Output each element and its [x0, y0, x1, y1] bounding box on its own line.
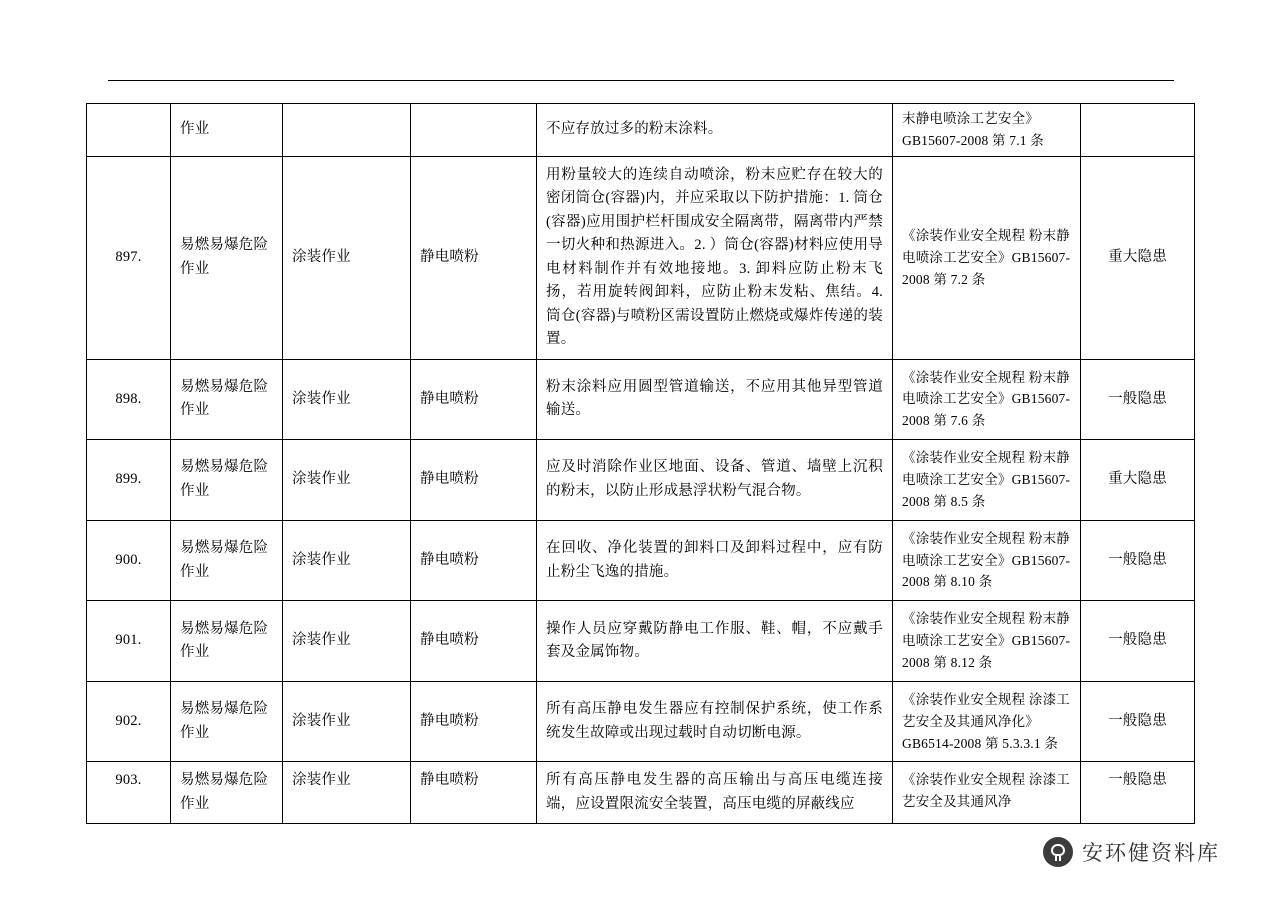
cell-operation: 涂装作业: [283, 601, 411, 682]
cell-reference: 《涂装作业安全规程 粉末静电喷涂工艺安全》GB15607-2008 第 8.10 条: [893, 520, 1081, 601]
table-row: [87, 104, 1195, 157]
header-rule: [108, 80, 1174, 81]
table-row: [87, 440, 1195, 521]
cell-number: 899.: [87, 440, 171, 521]
cell-description: 操作人员应穿戴防静电工作服、鞋、帽，不应戴手套及金属饰物。: [537, 601, 893, 682]
cell-number: 901.: [87, 601, 171, 682]
cell-operation: 涂装作业: [283, 156, 411, 359]
cell-category: 易燃易爆危险作业: [171, 520, 283, 601]
cell-operation: [283, 104, 411, 157]
cell-number: 897.: [87, 156, 171, 359]
table-row: [87, 762, 1195, 824]
cell-number: 903.: [87, 762, 171, 824]
cell-process: 静电喷粉: [411, 156, 537, 359]
cell-description: 用粉量较大的连续自动喷涂，粉末应贮存在较大的密闭筒仓(容器)内，并应采取以下防护措施：1. 筒仓(容器)应用围护栏杆围成安全隔离带，隔离带内严禁一切火种和热源进入。2. ）筒仓(容器)材料应使用导电材料制作并有效地接地。3. 卸料应防止粉末飞扬，若用旋转阀卸料，应防止粉末发粘、焦结。4. 筒仓(容器)与喷粉区需设置防止燃烧或爆炸传递的装置。: [537, 156, 893, 359]
cell-reference: 《涂装作业安全规程 涂漆工艺安全及其通风净化》GB6514-2008 第 5.3.3.1 条: [893, 681, 1081, 762]
cell-operation: 涂装作业: [283, 762, 411, 824]
cell-category: 易燃易爆危险作业: [171, 156, 283, 359]
table-row: [87, 681, 1195, 762]
cell-level: 一般隐患: [1081, 681, 1195, 762]
cell-process: [411, 104, 537, 157]
watermark-label: 安环健资料库: [1082, 842, 1220, 865]
cell-operation: 涂装作业: [283, 359, 411, 440]
cell-process: 静电喷粉: [411, 440, 537, 521]
watermark: [1043, 837, 1220, 867]
cell-operation: 涂装作业: [283, 440, 411, 521]
cell-number: [87, 104, 171, 157]
cell-description: 在回收、净化装置的卸料口及卸料过程中，应有防止粉尘飞逸的措施。: [537, 520, 893, 601]
cell-process: 静电喷粉: [411, 681, 537, 762]
cell-level: 重大隐患: [1081, 156, 1195, 359]
cell-operation: 涂装作业: [283, 520, 411, 601]
cell-number: 900.: [87, 520, 171, 601]
cell-description: 粉末涂料应用圆型管道输送，不应用其他异型管道输送。: [537, 359, 893, 440]
cell-description: 应及时消除作业区地面、设备、管道、墙壁上沉积的粉末，以防止形成悬浮状粉气混合物。: [537, 440, 893, 521]
cell-process: 静电喷粉: [411, 359, 537, 440]
cell-description: 不应存放过多的粉末涂料。: [537, 104, 893, 157]
cell-reference: 末静电喷涂工艺安全》GB15607-2008 第 7.1 条: [893, 104, 1081, 157]
cell-reference: 《涂装作业安全规程 涂漆工艺安全及其通风净: [893, 762, 1081, 824]
cell-number: 898.: [87, 359, 171, 440]
cell-reference: 《涂装作业安全规程 粉末静电喷涂工艺安全》GB15607-2008 第 8.12 条: [893, 601, 1081, 682]
cell-reference: 《涂装作业安全规程 粉末静电喷涂工艺安全》GB15607-2008 第 7.6 条: [893, 359, 1081, 440]
cell-reference: 《涂装作业安全规程 粉末静电喷涂工艺安全》GB15607-2008 第 8.5 条: [893, 440, 1081, 521]
cell-process: 静电喷粉: [411, 601, 537, 682]
cell-operation: 涂装作业: [283, 681, 411, 762]
cell-level: 一般隐患: [1081, 762, 1195, 824]
cell-level: 一般隐患: [1081, 601, 1195, 682]
cell-process: 静电喷粉: [411, 762, 537, 824]
cell-description: 所有高压静电发生器的高压输出与高压电缆连接端，应设置限流安全装置，高压电缆的屏蔽线应: [537, 762, 893, 824]
cell-category: 易燃易爆危险作业: [171, 681, 283, 762]
cell-reference: 《涂装作业安全规程 粉末静电喷涂工艺安全》GB15607-2008 第 7.2 条: [893, 156, 1081, 359]
table-row: [87, 520, 1195, 601]
cell-process: 静电喷粉: [411, 520, 537, 601]
cell-category: 易燃易爆危险作业: [171, 440, 283, 521]
cell-category: 易燃易爆危险作业: [171, 762, 283, 824]
cell-description: 所有高压静电发生器应有控制保护系统，使工作系统发生故障或出现过载时自动切断电源。: [537, 681, 893, 762]
hazard-checklist-table: [86, 103, 1195, 824]
wechat-account-badge-icon: [1043, 837, 1073, 867]
cell-level: 一般隐患: [1081, 359, 1195, 440]
cell-category: 易燃易爆危险作业: [171, 359, 283, 440]
cell-category: 作业: [171, 104, 283, 157]
cell-category: 易燃易爆危险作业: [171, 601, 283, 682]
table-row: [87, 601, 1195, 682]
cell-level: 一般隐患: [1081, 520, 1195, 601]
table-row: [87, 156, 1195, 359]
cell-level: 重大隐患: [1081, 440, 1195, 521]
cell-level: [1081, 104, 1195, 157]
cell-number: 902.: [87, 681, 171, 762]
table-row: [87, 359, 1195, 440]
